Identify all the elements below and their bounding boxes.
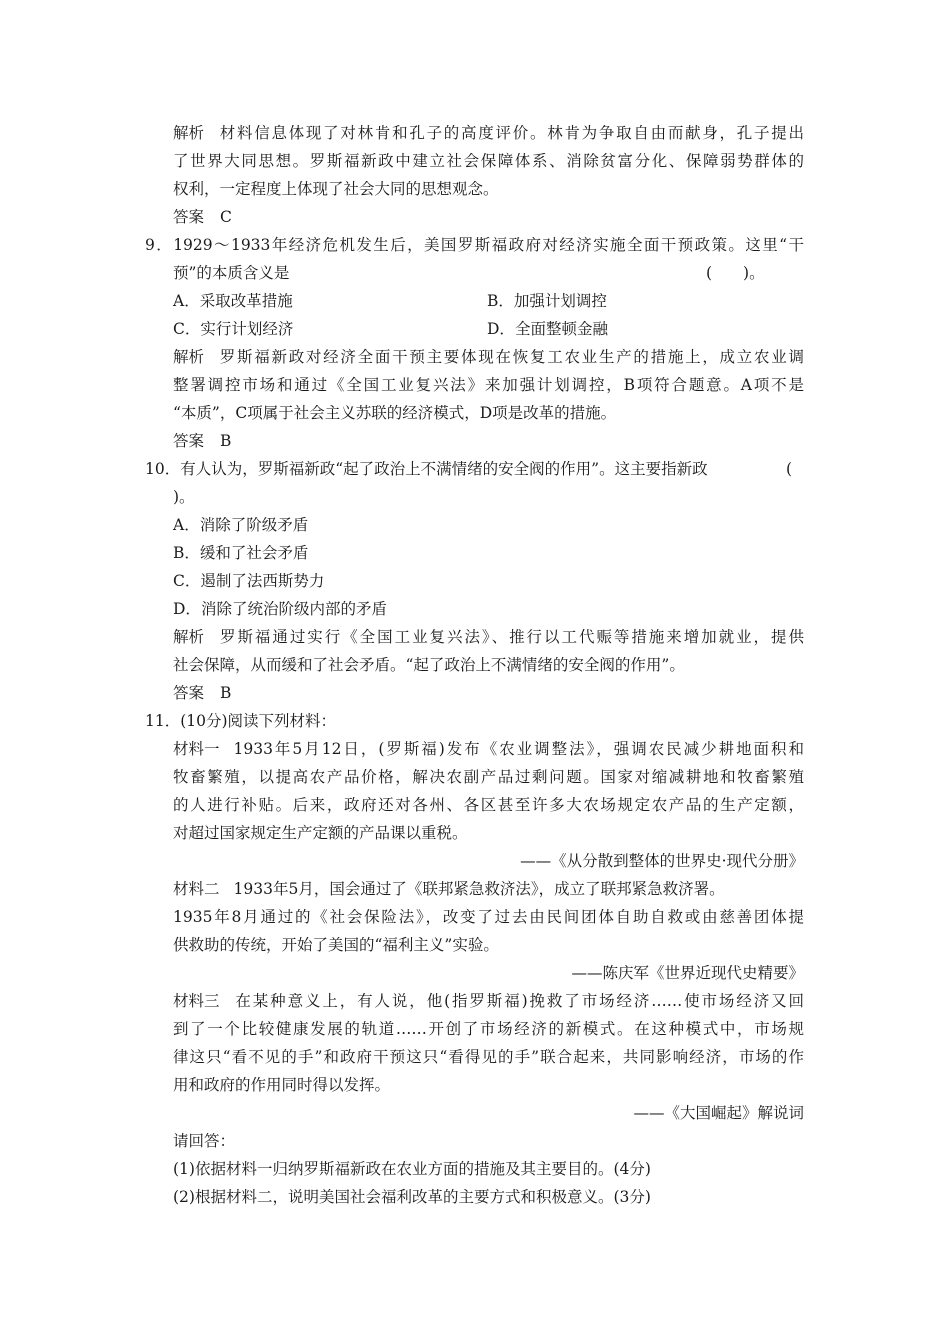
option-b	[487, 291, 607, 311]
analysis-line: 社会保障，从而缓和了社会矛盾。“起了政治上不满情绪的安全阀的作用”。	[173, 656, 685, 674]
analysis-line: “本质”，C项属于社会主义苏联的经济模式，D项是改革的措施。	[173, 404, 617, 422]
answer-value: C	[220, 208, 232, 226]
answer-paren-open: (	[786, 460, 793, 478]
question-text: (10分)阅读下列材料：	[180, 712, 337, 730]
material-2-source: ——陈庆军《世界近现代史精要》	[571, 964, 804, 982]
analysis-line	[173, 627, 804, 647]
question-prompt: 请回答：	[173, 1132, 236, 1150]
option-c	[173, 571, 324, 591]
material-3-line: 到了一个比较健康发展的轨道……开创了市场经济的新模式。在这种模式中，市场规	[173, 1020, 804, 1038]
material-label: 材料二	[173, 880, 220, 898]
material-2-line: 供救助的传统，开始了美国的“福利主义”实验。	[173, 936, 499, 954]
analysis-line	[173, 347, 804, 367]
option-text: 实行计划经济	[200, 320, 294, 338]
option-text: 缓和了社会矛盾	[199, 544, 309, 562]
option-text: 采取改革措施	[199, 292, 293, 310]
analysis-label: 解析	[173, 348, 205, 366]
analysis-line	[173, 123, 804, 143]
material-1-line: 对超过国家规定生产定额的产品课以重税。	[173, 824, 468, 842]
question-number: 9．	[145, 236, 174, 254]
option-text: 加强计划调控	[513, 292, 607, 310]
material-text: 在某种意义上，有人说，他(指罗斯福)挽救了市场经济……使市场经济又回	[233, 992, 804, 1010]
answer-value: B	[220, 432, 232, 450]
analysis-label: 解析	[173, 628, 205, 646]
material-2-line: 1935年8月通过的《社会保险法》，改变了过去由民间团体自助自救或由慈善团体提	[173, 908, 804, 926]
sub-question-2: (2)根据材料二，说明美国社会福利改革的主要方式和积极意义。(3分)	[173, 1188, 651, 1206]
question-text: 1929～1933年经济危机发生后，美国罗斯福政府对经济实施全面干预政策。这里“干	[173, 236, 804, 254]
material-text: 1933年5月，国会通过了《联邦紧急救济法》，成立了联邦紧急救济署。	[233, 880, 725, 898]
material-label: 材料三	[173, 992, 220, 1010]
sub-question-1: (1)依据材料一归纳罗斯福新政在农业方面的措施及其主要目的。(4分)	[173, 1160, 651, 1178]
option-key: B．	[173, 544, 200, 562]
option-a	[173, 515, 308, 535]
material-3-line: 用和政府的作用同时得以发挥。	[173, 1076, 391, 1094]
answer-blank: ( )。	[706, 264, 765, 282]
analysis-label: 解析	[173, 124, 205, 142]
question-10-stem	[145, 459, 708, 479]
option-d	[173, 599, 387, 619]
material-3-line: 律这只“看不见的手”和政府干预这只“看得见的手”联合起来，共同影响经济，市场的作	[173, 1048, 804, 1066]
material-label: 材料一	[173, 740, 220, 758]
analysis-line: 权利，一定程度上体现了社会大同的思想观念。	[173, 180, 499, 198]
option-b	[173, 543, 308, 563]
option-key: C．	[173, 320, 201, 338]
analysis-text: 罗斯福新政对经济全面干预主要体现在恢复工农业生产的措施上，成立农业调	[218, 348, 804, 366]
option-c	[173, 319, 293, 339]
material-1-line	[173, 739, 804, 759]
analysis-line: 了世界大同思想。罗斯福新政中建立社会保障体系、消除贫富分化、保障弱势群体的	[173, 152, 804, 170]
analysis-text: 罗斯福通过实行《全国工业复兴法》、推行以工代赈等措施来增加就业，提供	[218, 628, 804, 646]
option-key: A．	[173, 292, 200, 310]
material-1-line: 的人进行补贴。后来，政府还对各州、各区甚至许多大农场规定农产品的生产定额，	[173, 796, 804, 814]
option-d	[487, 319, 608, 339]
answer-value: B	[220, 684, 232, 702]
question-9-stem	[145, 235, 804, 255]
option-key: B．	[487, 292, 514, 310]
material-3-line	[173, 991, 804, 1011]
answer-label: 答案	[173, 432, 205, 450]
material-1-source: ——《从分散到整体的世界史·现代分册》	[520, 852, 804, 870]
material-text: 1933年5月12日，(罗斯福)发布《农业调整法》，强调农民减少耕地面积和	[233, 740, 804, 758]
material-1-line: 牧畜繁殖，以提高农产品价格，解决农副产品过剩问题。国家对缩减耕地和牧畜繁殖	[173, 768, 804, 786]
answer-line	[173, 207, 232, 227]
option-text: 遏制了法西斯势力	[200, 572, 325, 590]
answer-line	[173, 683, 231, 703]
option-key: C．	[173, 572, 201, 590]
option-text: 消除了统治阶级内部的矛盾	[200, 600, 387, 618]
option-a	[173, 291, 293, 311]
answer-paren-close: )。	[173, 488, 195, 506]
analysis-text: 材料信息体现了对林肯和孔子的高度评价。林肯为争取自由而献身，孔子提出	[218, 124, 804, 142]
question-number: 11．	[145, 712, 181, 730]
material-3-source: ——《大国崛起》解说词	[633, 1104, 804, 1122]
analysis-line: 整署调控市场和通过《全国工业复兴法》来加强计划调控，B项符合题意。A项不是	[173, 376, 804, 394]
question-9-stem-cont: 预”的本质含义是	[173, 264, 290, 282]
question-text: 有人认为，罗斯福新政“起了政治上不满情绪的安全阀的作用”。这主要指新政	[180, 460, 708, 478]
option-text: 全面整顿金融	[514, 320, 608, 338]
option-key: D．	[173, 600, 201, 618]
answer-label: 答案	[173, 684, 205, 702]
answer-label: 答案	[173, 208, 205, 226]
option-text: 消除了阶级矛盾	[199, 516, 309, 534]
option-key: D．	[487, 320, 515, 338]
question-11-stem	[145, 711, 336, 731]
material-2-line	[173, 879, 725, 899]
option-key: A．	[173, 516, 200, 534]
question-number: 10．	[145, 460, 181, 478]
answer-line	[173, 431, 231, 451]
